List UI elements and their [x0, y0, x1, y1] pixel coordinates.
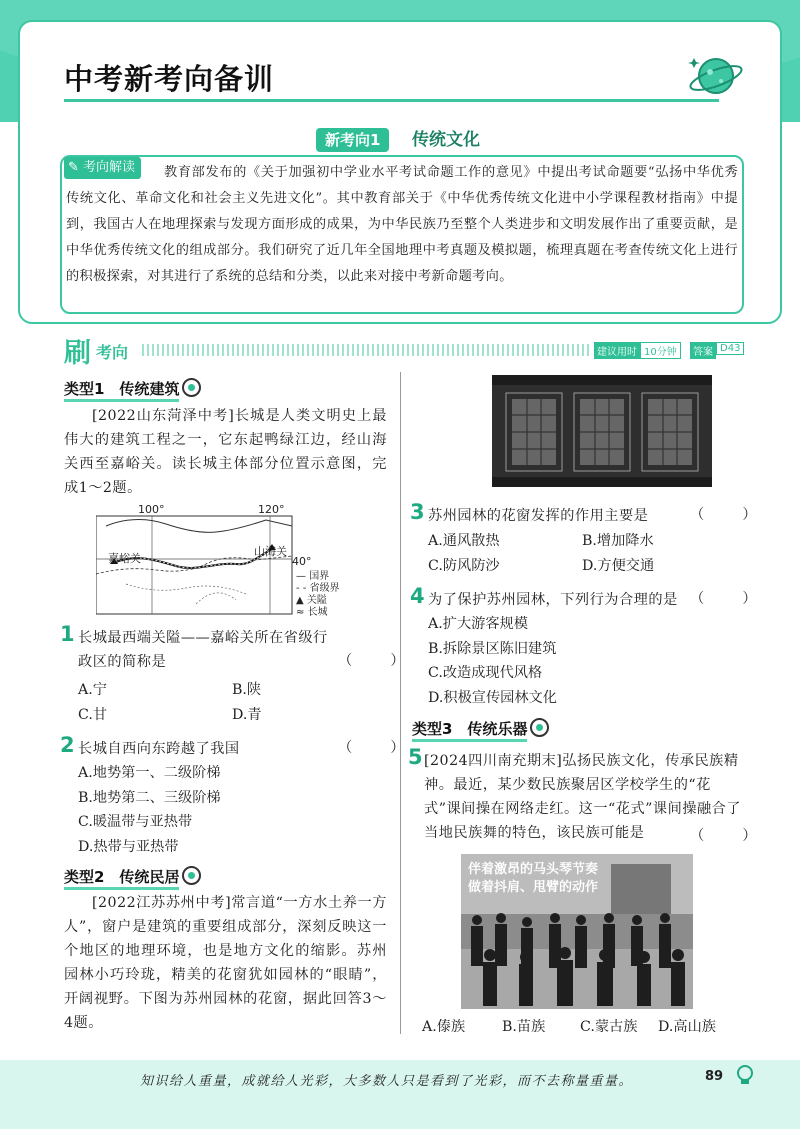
time-value: 10分钟 — [640, 342, 681, 359]
q1-option-b[interactable]: B.陕 — [232, 682, 262, 698]
q2-number: 2 — [60, 733, 75, 757]
brush-subtitle: 考向 — [96, 343, 129, 362]
map-jiayuguan: 嘉峪关 — [108, 552, 141, 565]
hatch-decoration — [142, 344, 592, 356]
map-legend: — 国界 - - 省级界 ▲ 关隘 ≈ 长城 — [296, 571, 340, 618]
q5-option-b[interactable]: B.苗族 — [502, 1019, 546, 1035]
q2-option-a[interactable]: A.地势第一、二级阶梯 — [78, 765, 221, 781]
q3-text: 苏州园林的花窗发挥的作用主要是 — [428, 508, 649, 524]
brush-title: 刷 — [64, 338, 91, 369]
intro-text: 教育部发布的《关于加强初中学业水平考试命题工作的意见》中提出考试命题要“弘扬中华优秀传统文化、革命文化和社会主义先进文化”。其中教育部关于《中华优秀传统文化进中小学课程教材指南》中提到，我国古人在地理探索与发现方面形成的成果，为中华民族乃至整个人类进步和文明发展作出了重要贡献，是中华优秀传统文化的组成部分。我们研究了近几年全国地理中考真题及模拟题，梳理真题在考查传统文化上进行的积极探索，对其进行了系统的总结和分类，以此来对接中考新命题考向。 — [66, 165, 738, 284]
pen-icon: ✎ — [68, 160, 79, 175]
answer-value: D43 — [716, 342, 744, 355]
type2-heading — [64, 866, 201, 887]
q1-option-a[interactable]: A.宁 — [78, 682, 107, 698]
column-divider — [400, 372, 401, 1034]
map-shanhaiguan: 山海关 — [254, 545, 287, 558]
type3-heading — [412, 718, 549, 739]
q4-answer-blank[interactable]: （ ） — [690, 591, 769, 607]
q4-number: 4 — [410, 584, 425, 608]
q3-number: 3 — [410, 500, 425, 524]
target-icon — [182, 378, 201, 397]
intro-tag-label: 考向解读 — [83, 160, 136, 175]
q1-text: 长城最西端关隘——嘉峪关所在省级行政区的简称是 — [78, 630, 328, 670]
q2-option-b[interactable]: B.地势第二、三级阶梯 — [78, 790, 221, 806]
q5-option-d[interactable]: D.高山族 — [658, 1019, 716, 1035]
q3-option-d[interactable]: D.方便交通 — [582, 558, 655, 574]
legend-wall: 长城 — [307, 607, 328, 618]
q4-option-d[interactable]: D.积极宣传园林文化 — [428, 690, 557, 706]
page-title: 中考新考向备训 — [64, 62, 275, 96]
q2-answer-blank[interactable]: （ ） — [338, 740, 417, 756]
q5-option-c[interactable]: C.蒙古族 — [580, 1019, 638, 1035]
legend-border: 国界 — [309, 571, 330, 582]
title-underline — [64, 99, 719, 102]
map-lon-100: 100° — [138, 503, 165, 516]
section-title: 传统文化 — [412, 130, 480, 150]
type2-heading-text: 类型2 传统民居 — [64, 868, 179, 890]
type1-heading-text: 类型1 传统建筑 — [64, 380, 179, 402]
q2-option-d[interactable]: D.热带与亚热带 — [78, 839, 179, 855]
q1-option-c[interactable]: C.甘 — [78, 707, 108, 723]
q1-answer-blank[interactable]: （ ） — [338, 653, 417, 669]
q4-option-a[interactable]: A.扩大游客规模 — [428, 616, 528, 632]
target-icon — [182, 866, 201, 885]
q3-option-c[interactable]: C.防风防沙 — [428, 558, 500, 574]
q4-text: 为了保护苏州园林，下列行为合理的是 — [428, 592, 678, 608]
q3-option-b[interactable]: B.增加降水 — [582, 533, 654, 549]
type1-material: [2022山东菏泽中考]长城是人类文明史上最伟大的建筑工程之一，它东起鸭绿江边，经山海关西至嘉峪关。读长城主体部分位置示意图，完成1～2题。 — [64, 408, 387, 496]
garden-window-photo — [492, 375, 712, 487]
legend-pass: 关隘 — [306, 595, 327, 606]
q3-answer-blank[interactable]: （ ） — [690, 507, 769, 523]
answer-label: 答案 — [690, 342, 716, 359]
q4-option-b[interactable]: B.拆除景区陈旧建筑 — [428, 641, 557, 657]
q4-option-c[interactable]: C.改造成现代风格 — [428, 665, 543, 681]
legend-province: 省级界 — [309, 583, 340, 594]
map-lon-120: 120° — [258, 503, 285, 516]
photo-caption-1: 伴着激昂的马头琴节奏 — [468, 862, 599, 877]
bulb-icon — [734, 1064, 756, 1086]
q1-number: 1 — [60, 622, 75, 646]
footer-quote: 知识给人重量，成就给人光彩，大多数人只是看到了光彩，而不去称量重量。 — [140, 1074, 634, 1089]
type3-heading-text: 类型3 传统乐器 — [412, 720, 527, 742]
type1-heading — [64, 378, 201, 399]
planet-icon — [688, 48, 744, 104]
type2-material: [2022江苏苏州中考]常言道“一方水土养一方人”，窗户是建筑的重要组成部分，深刻反映这一个地区的地理环境，也是地方文化的缩影。苏州园林小巧玲珑，精美的花窗犹如园林的“眼睛”，开阔视野。下图为苏州园林的花窗，据此回答3～4题。 — [64, 895, 387, 1031]
section-badge: 新考向1 — [316, 128, 389, 152]
page-number: 89 — [705, 1069, 724, 1084]
time-label: 建议用时 — [594, 342, 640, 359]
q1-option-d[interactable]: D.青 — [232, 707, 262, 723]
q5-option-a[interactable]: A.傣族 — [422, 1019, 466, 1035]
q5-answer-blank[interactable]: （ ） — [690, 828, 769, 844]
target-icon — [530, 718, 549, 737]
q3-option-a[interactable]: A.通风散热 — [428, 533, 500, 549]
q5-text: [2024四川南充期末]弘扬民族文化，传承民族精神。最近，某少数民族聚居区学校学生的“花式”课间操在网络走红。这一“花式”课间操融合了当地民族舞的特色，该民族可能是 — [424, 753, 742, 841]
map-lat-40: 40° — [292, 555, 312, 568]
q2-option-c[interactable]: C.暖温带与亚热带 — [78, 814, 193, 830]
intro-tag — [64, 157, 141, 179]
q5-number: 5 — [408, 745, 423, 769]
q2-text: 长城自西向东跨越了我国 — [78, 741, 240, 757]
photo-caption-2: 做着抖肩、甩臂的动作 — [468, 880, 599, 895]
